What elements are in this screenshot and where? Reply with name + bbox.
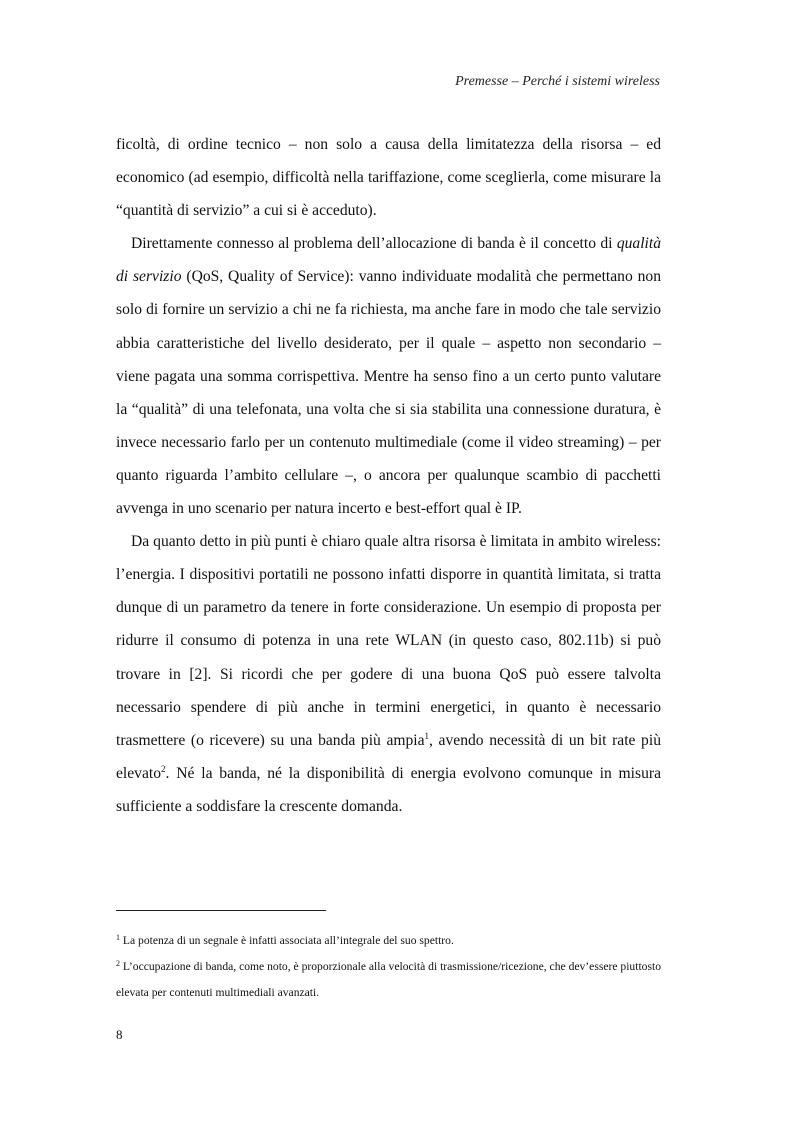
paragraph-3-part3: . Né la banda, né la disponibilità di energia evolvono comunque in misura sufficiente a soddisfare la crescente domanda. xyxy=(116,764,661,815)
main-text xyxy=(116,128,661,823)
footnote-mark-2: 2 xyxy=(116,959,120,968)
paragraph-3 xyxy=(116,525,661,823)
footnote-ref-2[interactable]: 2 xyxy=(161,763,166,774)
term-qos: qualità di servizio xyxy=(116,235,661,286)
footnote-text-2: L’occupazione di banda, come noto, è proporzionale alla velocità di trasmissione/ricezione, che dev’essere piuttosto elevata per contenuti multimediali avanzati. xyxy=(116,960,661,999)
footnote-2 xyxy=(116,954,661,1006)
footnote-separator xyxy=(116,910,326,911)
paragraph-3-part1: Da quanto detto in più punti è chiaro quale altra risorsa è limitata in ambito wireless: l’energia. I dispositivi portatili ne possono infatti disporre in quantità limitata, si tratta dunque di un parametro da tenere in forte considerazione. Un esempio di proposta per ridurre il consumo di potenza in una rete WLAN (in questo caso, 802.11b) si può trovare in [2]. Si ricordi che per godere di una buona QoS può essere talvolta necessario spendere di più anche in termini energetici, in quanto è necessario trasmettere (o ricevere) su una banda più ampia xyxy=(116,533,661,749)
paragraph-2 xyxy=(116,227,661,525)
footnote-text-1: La potenza di un segnale è infatti associata all’integrale del suo spettro. xyxy=(120,934,454,947)
footnote-1 xyxy=(116,928,661,954)
footnote-ref-1[interactable]: 1 xyxy=(424,730,430,741)
footnotes xyxy=(116,928,661,1006)
running-header: Premesse – Perché i sistemi wireless xyxy=(455,74,660,89)
footnote-mark-1: 1 xyxy=(116,933,120,942)
paragraph-3-part2: , avendo necessità di un bit rate più elevato xyxy=(116,731,661,782)
page-number: 8 xyxy=(116,1027,123,1042)
paragraph-1: ficoltà, di ordine tecnico – non solo a causa della limitatezza della risorsa – ed economico (ad esempio, difficoltà nella tariffazione, come sceglierla, come misurare la “quantità di servizio” a cui si è acceduto). xyxy=(116,136,661,220)
paragraph-2-lead: Direttamente connesso al problema dell’allocazione di banda è il concetto di xyxy=(131,235,617,253)
paragraph-2-rest: (QoS, Quality of Service): vanno individuate modalità che permettano non solo di fornire un servizio a chi ne fa richiesta, ma anche fare in modo che tale servizio abbia caratteristiche del livello desiderato, per il quale – aspetto non secondario – viene pagata una somma corrispettiva. Mentre ha senso fino a un certo punto valutare la “qualità” di una telefonata, una volta che si sia stabilita una connessione duratura, è invece necessario farlo per un contenuto multimediale (come il video streaming) – per quanto riguarda l’ambito cellulare –, o ancora per qualunque scambio di pacchetti avvenga in uno scenario per natura incerto e best-effort qual è IP. xyxy=(116,268,661,518)
